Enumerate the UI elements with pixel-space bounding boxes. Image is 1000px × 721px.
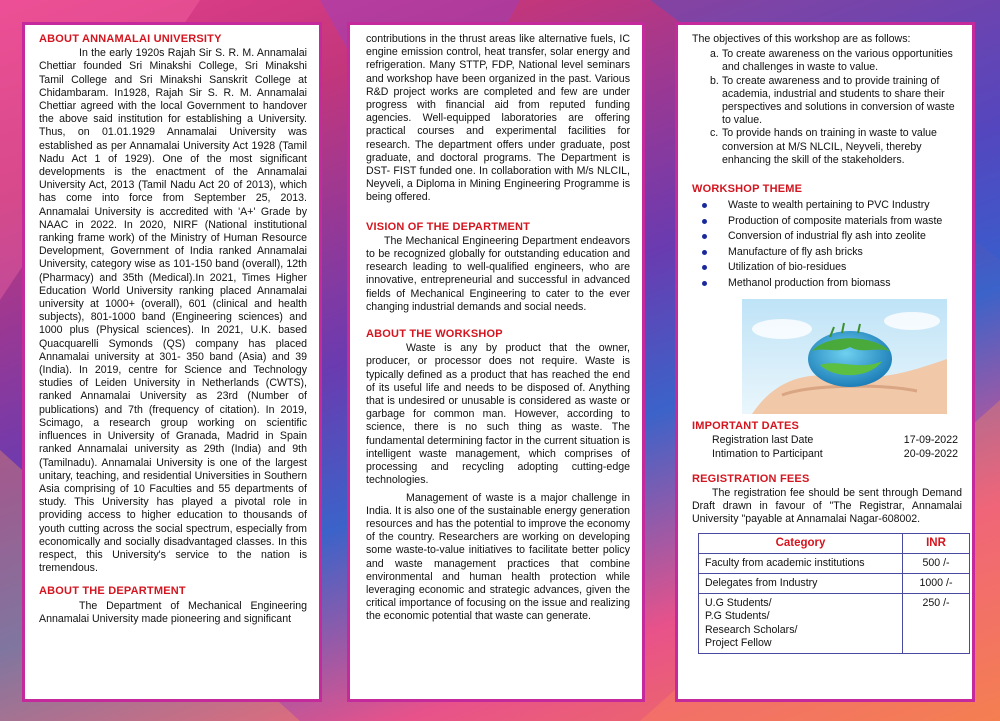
- panel-middle: [347, 22, 645, 702]
- vision-heading: VISION OF THE DEPARTMENT: [366, 220, 531, 233]
- objectives-intro: The objectives of this workshop are as follows:: [692, 33, 911, 45]
- workshop-text-2: Management of waste is a major challenge in India. It is also one of the sustainable energy generation resources and has the potential to improve the economy of the country. Researchers are working on developing some waste-to-value initiatives to facilitate better policy and waste management practices that combine environmental and human health protection while leveraging economic and strategic advances, given the critical importance of focusing on the issue and realizing the economic potential that waste can generate.: [366, 491, 630, 623]
- about-university-heading: ABOUT ANNAMALAI UNIVERSITY: [39, 33, 222, 45]
- workshop-text-1: Waste is any by product that the owner, producer, or processor does not require. Waste is typically defined as a product that has reached the end of its useful life and needs to be disposed of. Anything that is undesired or unusable is considered as waste or garbage for common man. However, according to science, there is no such thing as waste. The fundamental determining factor in the current situation is intelligent waste management, which comprises of processing and recycling adopting cutting-edge technologies.: [366, 342, 630, 487]
- objective-item: a. To create awareness on the various opportunities and challenges in waste to value.: [710, 48, 953, 74]
- theme-item: Methanol production from biomass: [702, 276, 962, 292]
- registration-fees-heading: REGISTRATION FEES: [692, 472, 810, 485]
- workshop-theme-heading: WORKSHOP THEME: [692, 183, 803, 196]
- table-row: Delegates from Industry 1000 /-: [699, 574, 970, 594]
- category-column-header: Category: [699, 533, 903, 553]
- fees-table: [698, 533, 970, 654]
- vision-text: The Mechanical Engineering Department endeavors to be recognized globally for outstanding education and research leading to well-qualified engineers, who are innovative, entrepreneurial and successful in advanced fields of Mechanical Engineering to cater to the ever changing industrial demands and social needs.: [366, 234, 630, 313]
- about-university-text: In the early 1920s Rajah Sir S. R. M. Annamalai Chettiar founded Sri Minakshi College, Sri Minakshi Tamil College and Sri Minakshi Sanskrit College at Chidambaram. In1928, Rajah Sir S. R. M. Annamalai Chettiar agreed with the local Government to handover the above said institution for establishing a University. Thus, on 01.01.1929 Annamalai University was established as per Annamalai University Act 1928 (Tamil Nadu Act 1 of 1929). One of the most significant developments is the enactment of the Annamalai University Act, 2013 (Tamil Nadu Act 20 of 2013), which has come into force from September 25, 2013. Annamalai University is accredited with 'A+' Grade by NAAC in 2022. In 2020, NIRF (National institutional ranking frame work) of the Ministry of Human Resource Development, Government of India ranked Annamalai University, category wise as 101-150 band (overall), 12th (Pharmacy) and 35th (Medical).In 2021, Times Higher Education World University ranking placed Annamalai university at 1000+ (overall), 601 (clinical and health subjects), 801-1000 band (Engineering sciences) and 1000 plus (Physical sciences). In 2021, U.K. based Quacquarelli Symonds (QS) company has placed Annamalai university at 301- 350 band (Asia) and 39 (India). In 2019, centre for Science and Technology studies of Leiden University in Netherlands (CWTS), ranked Annamalai University as 23rd (Number of publications) and 7th (frequency of citation). In 2019, Scimago, a research group working on scientific influences in University of Granada, Madrid in Spain ranked Annamalai university as 29th (India) and 9th (Tamilnadu). Annamalai University is one of the largest unitary, teaching, and residential Universities in Southern Asia comprising of 10 Faculties and 55 departments of study. This University has played a pivotal role in providing access to higher education to thousands of youth cutting across the social spectrum, especially from economically and socially disadvantaged classes. In this respect, this University's service to the nation is tremendous.: [39, 47, 307, 575]
- important-dates-heading: IMPORTANT DATES: [692, 420, 800, 433]
- objectives-list: [692, 48, 962, 167]
- dates-list: [692, 434, 962, 460]
- table-row: U.G Students/ P.G Students/ Research Scholars/ Project Fellow 250 /-: [699, 594, 970, 654]
- about-department-heading: ABOUT THE DEPARTMENT: [39, 585, 186, 598]
- theme-item: Conversion of industrial fly ash into zeolite: [702, 229, 962, 245]
- date-row: Registration last Date 17-09-2022: [712, 434, 958, 447]
- theme-list: [692, 198, 962, 291]
- registration-fees-text: The registration fee should be sent through Demand Draft drawn in favour of "The Registrar, Annamalai University "payable at Annamalai Nagar-608002.: [692, 487, 962, 526]
- objective-item: c. To provide hands on training in waste to value conversion at M/S NLCIL, Neyveli, thereby enhancing the skill of the stakeholders.: [710, 127, 937, 166]
- panel-left: [22, 22, 322, 702]
- objective-item: b. To create awareness and to provide training of academia, industrial and students to share their perspectives and solutions in conversion of waste to value.: [710, 74, 955, 127]
- department-text-continued: contributions in the thrust areas like alternative fuels, IC engine emission control, heat transfer, solar energy and refrigeration. Many STTP, FDP, National level seminars and workshop have been organized in the past. Various R&D project works are completed and few are under progress with financial aid from reputed funding agencies. Well-equipped laboratories are offering practical courses and experimental facilities for research. The department offers under graduate, post graduate, and doctoral programs. The Department is DST- FIST funded one. In collaboration with M/s NLCIL, Neyveli, a Diploma in Mining Engineering Programme is being offered.: [366, 33, 630, 204]
- earth-in-hand-image: [742, 299, 947, 414]
- about-department-text: The Department of Mechanical Engineering Annamalai University made pioneering and significant: [39, 599, 307, 625]
- theme-item: Production of composite materials from waste: [702, 214, 962, 230]
- about-workshop-heading: ABOUT THE WORKSHOP: [366, 328, 503, 341]
- table-row: Faculty from academic institutions 500 /-: [699, 553, 970, 573]
- theme-item: Utilization of bio-residues: [702, 260, 962, 276]
- panel-right: [675, 22, 975, 702]
- date-row: Intimation to Participant 20-09-2022: [712, 447, 958, 460]
- inr-column-header: INR: [903, 533, 970, 553]
- theme-item: Waste to wealth pertaining to PVC Industry: [702, 198, 962, 214]
- theme-item: Manufacture of fly ash bricks: [702, 245, 962, 261]
